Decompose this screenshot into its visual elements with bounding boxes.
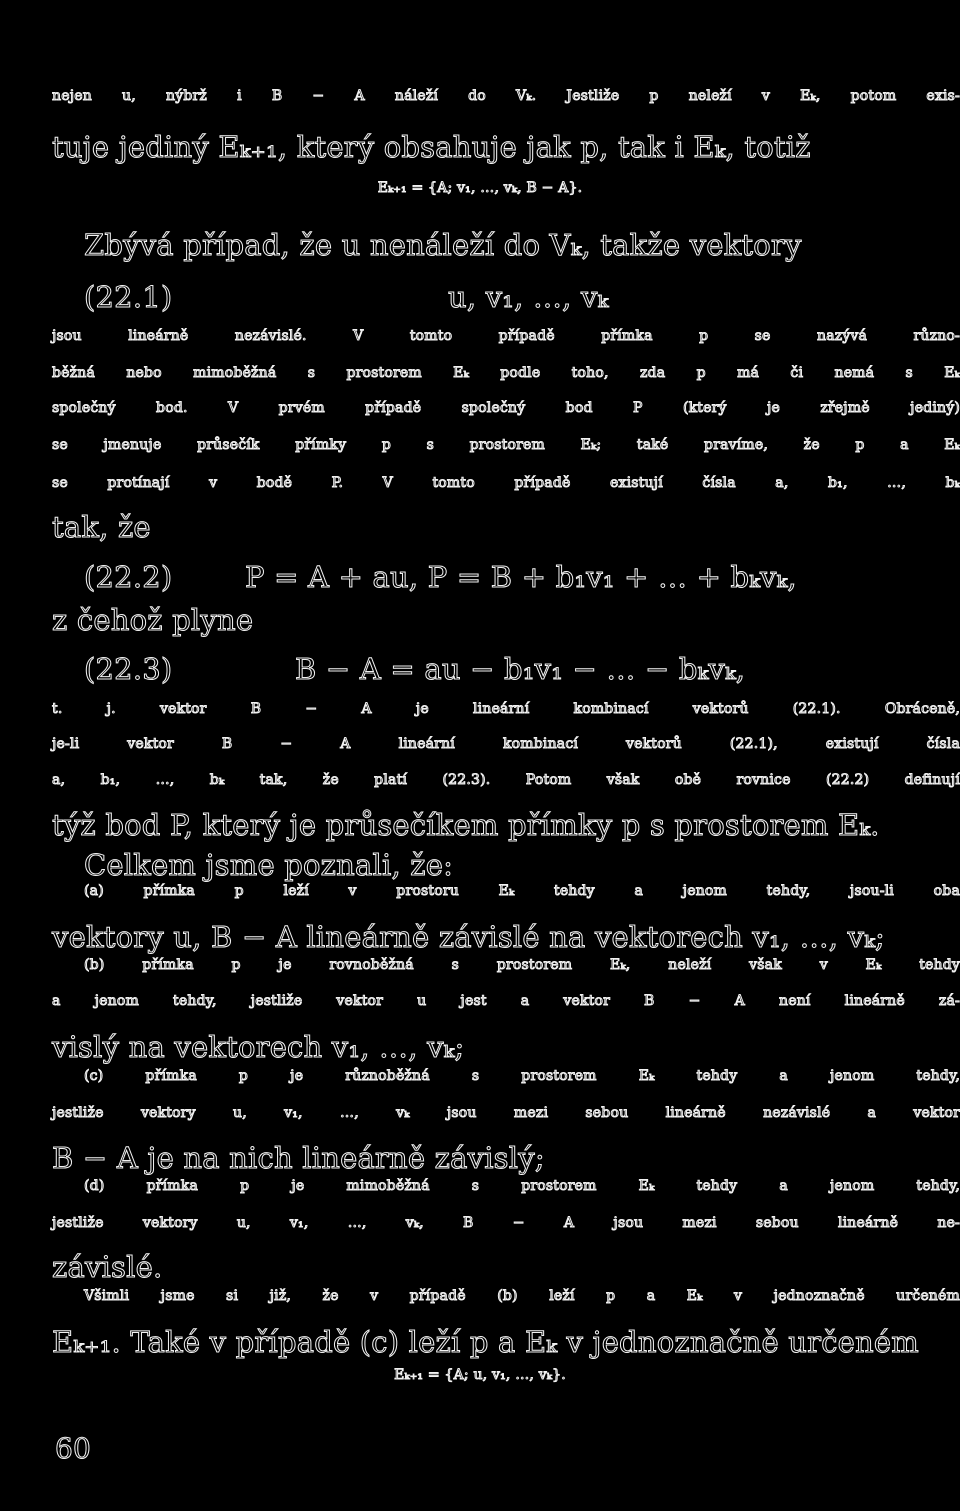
text-line-22: jestliže vektory u, v₁, …, vₖ jsou mezi sebou lineárně nezávislé a vektor bbox=[52, 1105, 960, 1121]
text-line-11: t. j. vektor B − A je lineární kombinací vektorů (22.1). Obráceně, bbox=[52, 701, 960, 717]
display-equation-e-k-plus-1-final: Eₖ₊₁ = {A; u, v₁, …, vₖ}. bbox=[394, 1367, 566, 1383]
text-line-2: tuje jediný Eₖ₊₁, který obsahuje jak p, tak i Eₖ, totiž bbox=[52, 130, 811, 164]
equation-number-22-2: (22.2) bbox=[84, 560, 173, 594]
text-line-25: jestliže vektory u, v₁, …, vₖ, B − A jsou mezi sebou lineárně ne- bbox=[52, 1215, 960, 1231]
text-line-8: se protínají v bodě P. V tomto případě existují čísla a, b₁, …, bₖ bbox=[52, 475, 960, 491]
equation-number-22-3: (22.3) bbox=[84, 652, 173, 686]
equation-number-22-1: (22.1) bbox=[84, 280, 173, 314]
text-line-28: Eₖ₊₁. Také v případě (c) leží p a Eₖ v jednoznačně určeném bbox=[52, 1325, 919, 1359]
text-line-6: společný bod. V prvém případě společný bod P (který je zřejmě jediný) bbox=[52, 400, 960, 416]
text-line-15: Celkem jsme poznali, že: bbox=[84, 848, 454, 882]
text-line-21: (c) přímka p je různoběžná s prostorem Eₖ tehdy a jenom tehdy, bbox=[84, 1068, 960, 1084]
text-line-16: (a) přímka p leží v prostoru Eₖ tehdy a jenom tehdy, jsou-li oba bbox=[84, 883, 960, 899]
text-line-18: (b) přímka p je rovnoběžná s prostorem Eₖ, neleží však v Eₖ tehdy bbox=[84, 957, 960, 973]
text-line-24: (d) přímka p je mimoběžná s prostorem Eₖ tehdy a jenom tehdy, bbox=[84, 1178, 960, 1194]
text-line-5: běžná nebo mimoběžná s prostorem Eₖ podle toho, zda p má či nemá s Eₖ bbox=[52, 365, 960, 381]
text-line-19: a jenom tehdy, jestliže vektor u jest a vektor B − A není lineárně zá- bbox=[52, 993, 960, 1009]
text-line-7: se jmenuje průsečík přímky p s prostorem Eₖ; také pravíme, že p a Eₖ bbox=[52, 437, 960, 453]
page-number: 60 bbox=[55, 1432, 92, 1465]
text-line-4: jsou lineárně nezávislé. V tomto případě přímka p se nazývá různo- bbox=[52, 328, 960, 344]
text-line-3: Zbývá případ, že u nenáleží do Vₖ, takže vektory bbox=[84, 228, 802, 262]
text-line-9: tak, že bbox=[52, 510, 151, 544]
equation-22-3: B − A = au − b₁v₁ − … − bₖvₖ, bbox=[295, 652, 746, 686]
text-line-10: z čehož plyne bbox=[52, 603, 254, 637]
text-line-20: vislý na vektorech v₁, …, vₖ; bbox=[52, 1030, 465, 1064]
text-line-13: a, b₁, …, bₖ tak, že platí (22.3). Potom však obě rovnice (22.2) definují bbox=[52, 772, 960, 788]
text-line-1: nejen u, nýbrž i B − A náleží do Vₖ. Jestliže p neleží v Eₖ, potom exis- bbox=[52, 88, 960, 104]
text-line-17: vektory u, B − A lineárně závislé na vektorech v₁, …, vₖ; bbox=[52, 920, 885, 954]
equation-22-2: P = A + au, P = B + b₁v₁ + … + bₖvₖ, bbox=[245, 560, 797, 594]
equation-22-1: u, v₁, …, vₖ bbox=[448, 280, 609, 314]
display-equation-e-k-plus-1: Eₖ₊₁ = {A; v₁, …, vₖ, B − A}. bbox=[377, 180, 583, 196]
text-line-26: závislé. bbox=[52, 1250, 163, 1284]
text-line-14: týž bod P, který je průsečíkem přímky p s prostorem Eₖ. bbox=[52, 808, 880, 842]
text-line-23: B − A je na nich lineárně závislý; bbox=[52, 1141, 545, 1175]
text-line-12: je-li vektor B − A lineární kombinací vektorů (22.1), existují čísla bbox=[52, 736, 960, 752]
text-line-27: Všimli jsme si již, že v případě (b) leží p a Eₖ v jednoznačně určeném bbox=[84, 1288, 960, 1304]
